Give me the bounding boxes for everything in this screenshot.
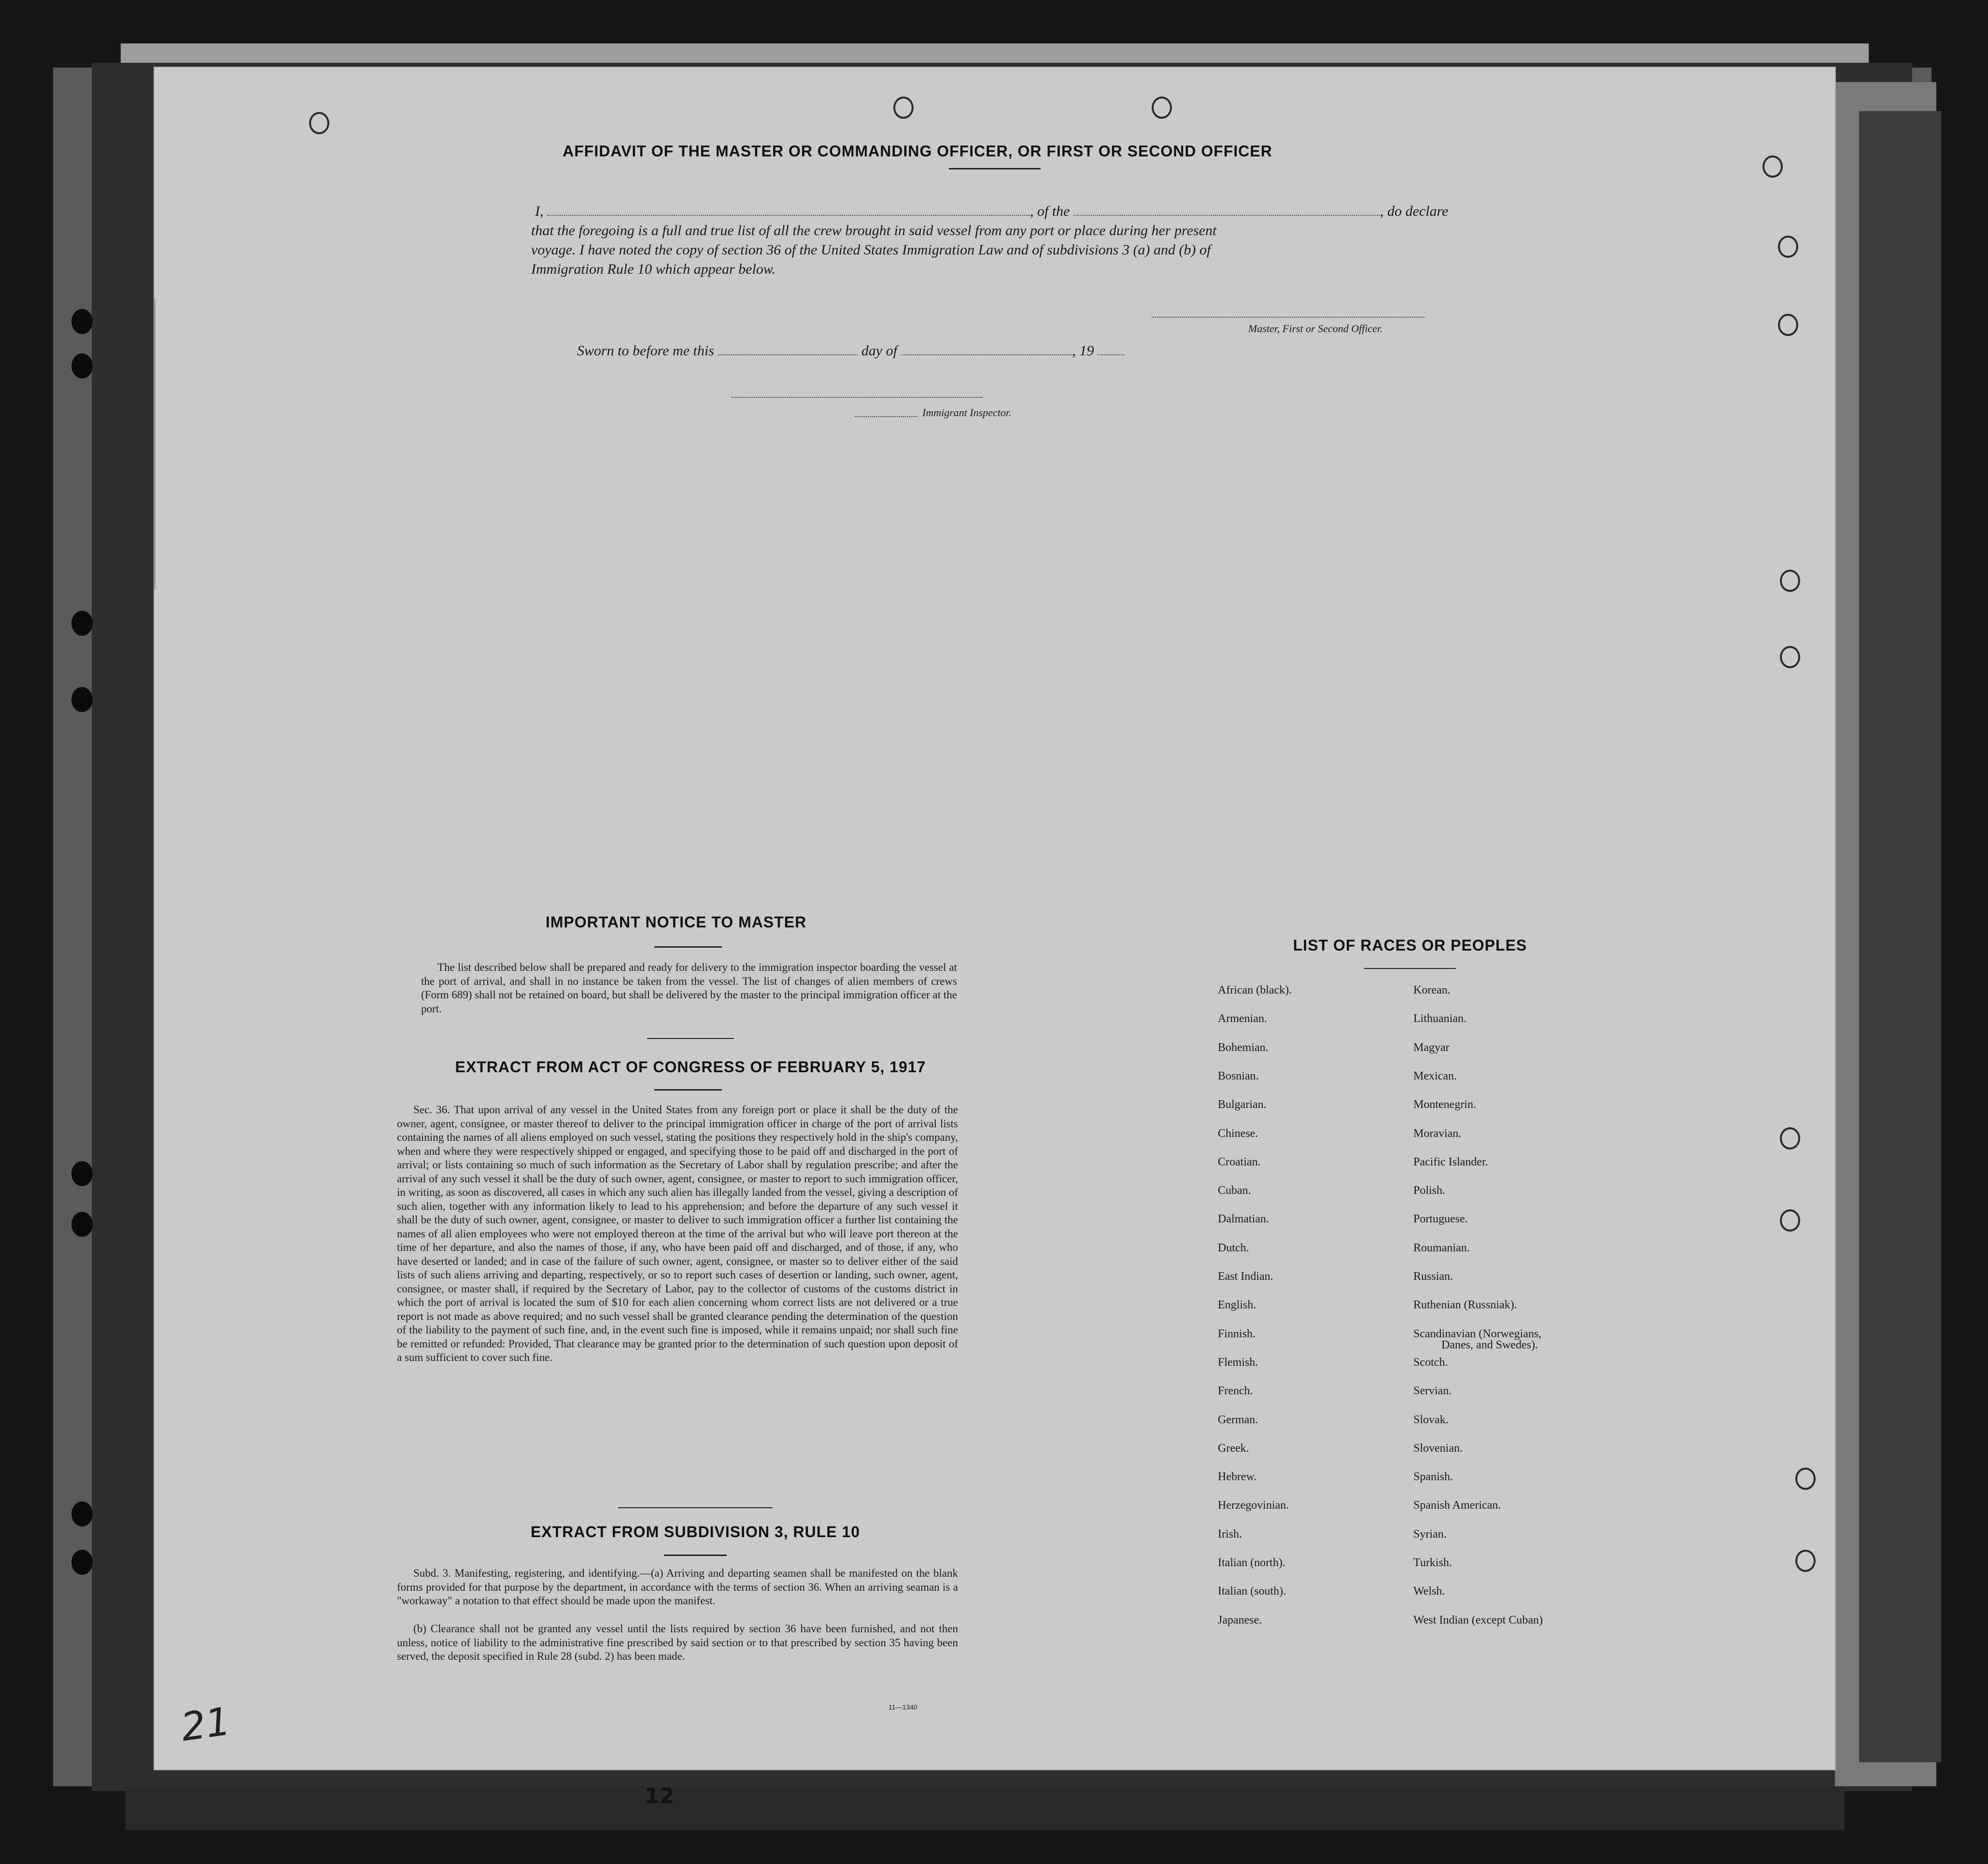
race-item: Moravian. (1413, 1127, 1462, 1140)
affidavit-text-declare: , do declare (1380, 203, 1449, 219)
race-item: Slovak. (1413, 1414, 1449, 1426)
punch-hole (71, 687, 93, 712)
ring-hole (1762, 155, 1783, 178)
master-signature-line (1152, 317, 1424, 318)
affidavit-text-of-the: , of the (1030, 203, 1070, 219)
title-underline (654, 946, 722, 948)
notice-text: The list described below shall be prepared and ready for delivery to the immigration inspector boarding the vessel at the port of arrival, and shall in no instance be taken from the vessel. The list of changes of alien members of crews (Form 689) shall not be retained on board, but shall be delivered by the master to the principal immigration officer at the port. (421, 961, 957, 1015)
race-item: Herzegovinian. (1218, 1499, 1289, 1512)
race-item: Turkish. (1413, 1556, 1452, 1569)
document-page (155, 68, 1835, 1769)
race-item: Italian (south). (1218, 1585, 1286, 1598)
punch-hole (71, 1161, 93, 1186)
title-underline (654, 1089, 722, 1091)
ring-hole (1795, 1468, 1816, 1490)
race-item: Polish. (1413, 1184, 1446, 1197)
punch-hole (71, 611, 93, 636)
ring-hole (1780, 1209, 1800, 1232)
race-item: Croatian. (1218, 1156, 1261, 1168)
affidavit-line-2: that the foregoing is a full and true list of all the crew brought in said vessel from any port or place during her present (531, 223, 1217, 238)
race-item: Lithuanian. (1413, 1012, 1466, 1025)
race-item: Roumanian. (1413, 1242, 1470, 1254)
ring-hole (1780, 646, 1800, 668)
race-item: Dalmatian. (1218, 1213, 1269, 1225)
race-item: Bulgarian. (1218, 1098, 1267, 1111)
punch-hole (71, 309, 93, 334)
race-item: Portuguese. (1413, 1213, 1468, 1225)
punch-hole (71, 353, 93, 378)
punch-hole (71, 1212, 93, 1237)
race-item: Hebrew. (1218, 1471, 1257, 1483)
race-item: African (black). (1218, 984, 1292, 996)
race-item: Armenian. (1218, 1012, 1267, 1025)
vessel-blank (1073, 204, 1380, 216)
affidavit-title: AFFIDAVIT OF THE MASTER OR COMMANDING OFFICER, OR FIRST OR SECOND OFFICER (563, 142, 1272, 160)
handwritten-mark: 21 (178, 1698, 233, 1750)
affidavit-line-3: voyage. I have noted the copy of section 36 of the United States Immigration Law and of subdivisions 3 (a) and (b) of (531, 242, 1211, 258)
race-item: Pacific Islander. (1413, 1156, 1488, 1168)
race-item: Slovenian. (1413, 1442, 1463, 1455)
inspector-signature-line (732, 397, 983, 398)
title-underline (949, 168, 1041, 169)
race-item: Montenegrin. (1413, 1098, 1476, 1111)
affidavit-body (531, 202, 1463, 279)
sworn-day-of: day of (861, 343, 898, 359)
races-title: LIST OF RACES OR PEOPLES (1293, 937, 1527, 954)
master-signature-label: Master, First or Second Officer. (1248, 322, 1383, 335)
sworn-day-blank (718, 344, 858, 355)
race-item: Scotch. (1413, 1356, 1448, 1369)
handwritten-mark: 12 (645, 1784, 675, 1808)
race-item: Greek. (1218, 1442, 1249, 1455)
sworn-month-blank (901, 344, 1072, 355)
race-item: Bosnian. (1218, 1070, 1259, 1082)
underlying-sheet-edge (126, 1786, 1845, 1830)
extract-rule-text-a: Subd. 3. Manifesting, registering, and identifying.—(a) Arriving and departing seamen shall be manifested on the blank forms provided for that purpose by the department, in accordance with the terms of section 36. When an arriving seaman is a "workaway" a notation to that effect should be made upon the manifest. (397, 1567, 958, 1607)
race-item: Dutch. (1218, 1242, 1249, 1254)
ring-hole (1780, 570, 1800, 592)
race-item: German. (1218, 1414, 1258, 1426)
inspector-signature-line-short (855, 416, 917, 417)
race-item: Flemish. (1218, 1356, 1258, 1369)
punch-hole (71, 1501, 93, 1527)
ring-hole (1795, 1550, 1816, 1572)
extract-act-text: Sec. 36. That upon arrival of any vessel in the United States from any foreign port or place it shall be the duty of the owner, agent, consignee, or master thereof to deliver to the principal immigration officer in charge of the port of arrival lists containing the names of all aliens employed on such vessel, stating the positions they respectively hold in the ship's company, when and where they were respectively shipped or engaged, and specifying those to be paid off and discharged in the port of arrival; or lists containing so much of such information as the Secretary of Labor shall by regulation prescribe; and after the arrival of any such vessel it shall be the duty of such owner, agent, consignee, or master to report to such immigration officer, in writing, as soon as discovered, all cases in which any such alien has illegally landed from the vessel, giving a description of such alien, together with any information likely to lead to his apprehension; and before the departure of any such vessel it shall be the duty of such owner, agent, consignee, or master to deliver to such immigration officer a further list containing the names of all alien employees who were not employed thereon at the time of the arrival but who will leave port thereon at the time of her departure, and also the names of those, if any, who have been paid off and discharged, and of those, if any, who have deserted or landed; and in case of the failure of such owner, agent, consignee, or master so to deliver either of the said lists of such aliens arriving and departing, respectively, or so to report such cases of desertion or landing, such owner, agent, consignee, or master shall, if required by the Secretary of Labor, pay to the collector of customs of the customs district in which the port of arrival is located the sum of $10 for each alien concerning whom correct lists are not delivered or a true report is not made as above required; and no such vessel shall be granted clearance pending the determination of the question of the liability to the payment of such fine, and, in the event such fine is imposed, while it remains unpaid; nor shall such fine be remitted or refunded: Provided, That clearance may be granted prior to the determination of such question upon deposit of a sum sufficient to cover such fine. (397, 1104, 958, 1363)
race-item: Syrian. (1413, 1528, 1447, 1541)
form-code: 11—1340 (888, 1703, 917, 1711)
race-item: Russian. (1413, 1270, 1453, 1283)
race-item: Irish. (1218, 1528, 1242, 1541)
race-item: Scandinavian (Norwegians, (1413, 1328, 1542, 1340)
race-item: Spanish. (1413, 1471, 1453, 1483)
race-item: Magyar (1413, 1041, 1450, 1054)
sworn-year-blank (1098, 344, 1124, 355)
notice-title: IMPORTANT NOTICE TO MASTER (545, 913, 807, 931)
race-item: Italian (north). (1218, 1556, 1285, 1569)
section-divider (618, 1507, 773, 1508)
ring-hole (1152, 97, 1172, 119)
extract-rule-title: EXTRACT FROM SUBDIVISION 3, RULE 10 (530, 1523, 860, 1541)
section-divider (647, 1038, 734, 1039)
sworn-line (577, 343, 1124, 359)
race-item: Bohemian. (1218, 1041, 1269, 1054)
race-item: Ruthenian (Russniak). (1413, 1299, 1517, 1311)
name-blank (547, 204, 1030, 216)
race-item: Finnish. (1218, 1328, 1256, 1340)
ring-hole (309, 112, 329, 134)
sworn-text: Sworn to before me this (577, 343, 714, 359)
underlying-sheet-edge (1859, 111, 1941, 1762)
ring-hole (1778, 314, 1798, 336)
ring-hole (1780, 1127, 1800, 1149)
punch-hole (71, 1550, 93, 1575)
affidavit-text-i: I, (535, 203, 544, 219)
sworn-year: , 19 (1072, 343, 1094, 359)
race-item: French. (1218, 1385, 1253, 1397)
race-item: Chinese. (1218, 1127, 1258, 1140)
race-item: Spanish American. (1413, 1499, 1501, 1512)
extract-act-title: EXTRACT FROM ACT OF CONGRESS OF FEBRUARY 5, 1917 (455, 1058, 926, 1076)
title-underline (1364, 968, 1456, 969)
race-item: Japanese. (1218, 1614, 1262, 1626)
race-item: Korean. (1413, 984, 1451, 996)
ring-hole (1778, 236, 1798, 258)
race-item: Welsh. (1413, 1585, 1445, 1598)
race-item: East Indian. (1218, 1270, 1273, 1283)
race-item: English. (1218, 1299, 1256, 1311)
affidavit-line-4: Immigration Rule 10 which appear below. (531, 261, 776, 277)
extract-rule-text-b: (b) Clearance shall not be granted any vessel until the lists required by section 36 have been furnished, and not then unless, notice of liability to the administrative fine prescribed by said section or to that prescribed by section 35 having been served, the deposit specified in Rule 28 (subd. 2) has been made. (397, 1623, 958, 1662)
race-item: West Indian (except Cuban) (1413, 1614, 1543, 1626)
race-item: Cuban. (1218, 1184, 1251, 1197)
race-item: Mexican. (1413, 1070, 1457, 1082)
ring-hole (893, 97, 914, 119)
race-item-continuation: Danes, and Swedes). (1441, 1339, 1538, 1351)
title-underline (664, 1555, 727, 1556)
race-item: Servian. (1413, 1385, 1452, 1397)
inspector-label: Immigrant Inspector. (922, 406, 1012, 419)
